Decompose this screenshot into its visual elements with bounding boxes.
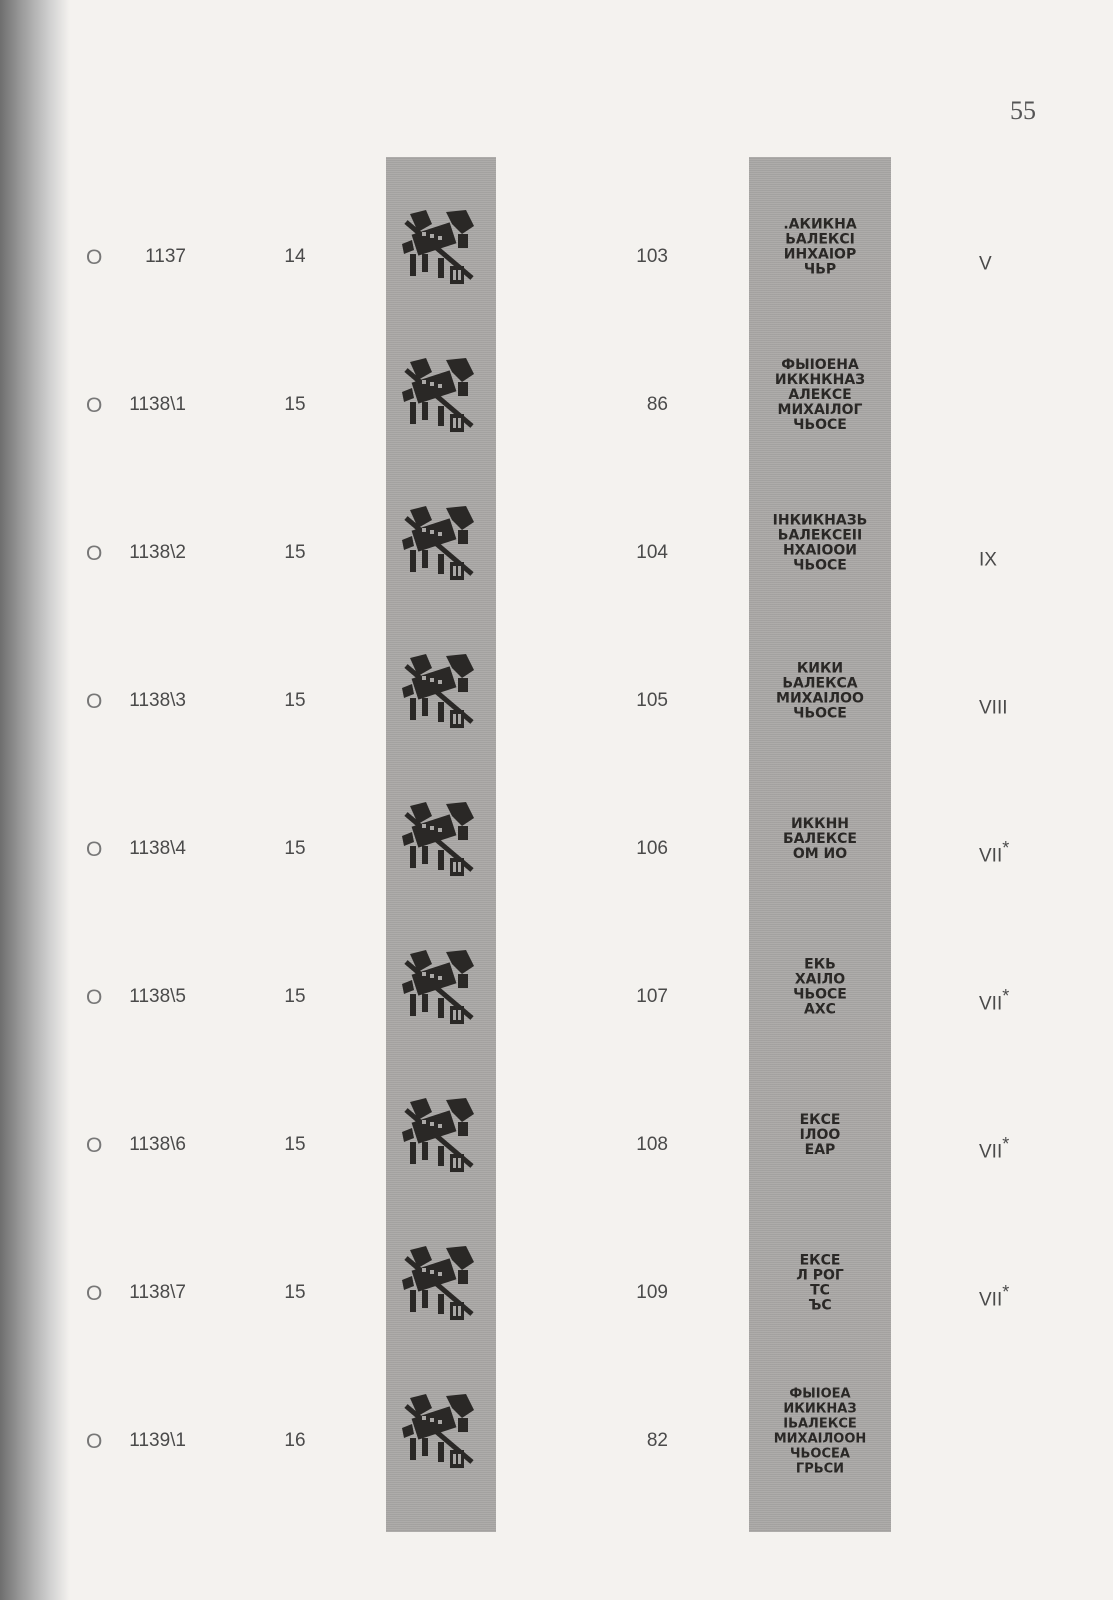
type-number: 15 [284,1134,306,1155]
group-label: VII* [979,838,1010,867]
reference-number: 105 [636,690,668,711]
legend-line: ЕКСЕ [799,1252,841,1269]
group-label: VII* [979,986,1010,1015]
reference-number: 108 [636,1134,668,1155]
legend-line: МИХАІЛООН [773,1431,867,1447]
type-number: 15 [284,690,306,711]
catalog-number: 1138\7 [129,1282,186,1303]
legend-line: ЬАЛЕКСА [782,675,858,692]
legend-line: ТС [810,1282,830,1299]
entry-mark: O [86,838,103,861]
legend-line: ГРЬСИ [795,1461,845,1477]
legend-line: ИКИКНАЗ [783,1401,857,1417]
type-number: 15 [284,838,306,859]
legend-line: ИНХАІОР [783,246,857,263]
catalog-number: 1138\3 [129,690,186,711]
legend-line: ЕКСЕ [799,1112,841,1128]
reverse-legend-image [760,339,880,449]
type-number: 16 [284,1430,306,1451]
legend-line: КИКИ [796,660,844,677]
catalog-number: 1137 [145,246,186,267]
legend-line: ЬАЛЕКСІ [785,231,855,248]
reverse-legend-image [760,635,880,745]
obverse-rider-image [396,1388,486,1478]
obverse-rider-image [396,1092,486,1182]
legend-line: ЧЬОСЕ [793,417,847,433]
legend-line: ФЫІОЕА [789,1386,851,1402]
type-number: 15 [284,986,306,1007]
reverse-legend-image [760,487,880,597]
catalog-entry [0,216,1113,366]
legend-line: ІНКИКНАЗЬ [772,512,868,529]
legend-line: ЪС [808,1297,832,1314]
group-label: VII* [979,1134,1010,1163]
legend-line: ЧЬОСЕА [790,1446,850,1462]
entry-mark: O [86,1430,103,1453]
legend-line: ЬАЛЕКСЕІІ [777,527,863,544]
legend-line: ОМ ИО [792,846,848,862]
type-number: 14 [284,246,306,267]
entry-mark: O [86,542,103,565]
catalog-entry [0,956,1113,1106]
group-label: VII* [979,1282,1010,1311]
reverse-legend-image [760,1375,880,1485]
legend-line: ИККНКНАЗ [774,372,866,388]
entry-mark: O [86,690,103,713]
catalog-entry [0,357,1113,514]
reference-number: 109 [636,1282,668,1303]
catalog-number: 1138\2 [129,542,186,563]
legend-line: ФЫІОЕНА [781,357,859,373]
reverse-legend-image [760,1227,880,1337]
catalog-number: 1138\6 [129,1134,186,1155]
legend-line: ЕКЬ [804,956,836,973]
reverse-legend-image [760,1079,880,1189]
reverse-legend-image [760,783,880,893]
legend-line: ИККНН [790,816,850,832]
group-label: VIII [979,697,1008,719]
legend-line: ЧЬР [803,261,837,278]
entry-mark: O [86,246,103,269]
legend-line: ЕАР [804,1142,836,1158]
entry-mark: O [86,1282,103,1305]
reference-number: 86 [646,394,668,415]
obverse-rider-image [396,352,486,442]
entry-mark: O [86,1134,103,1157]
legend-line: ІЛОО [799,1127,841,1143]
obverse-rider-image [396,648,486,738]
reference-number: 107 [636,986,668,1007]
legend-line: ЧЬОСЕ [793,986,847,1003]
group-label: V [979,253,992,275]
catalog-number: 1138\4 [129,838,186,859]
reference-number: 106 [636,838,668,859]
catalog-entry [0,1112,1113,1254]
reference-number: 104 [636,542,668,563]
type-number: 15 [284,394,306,415]
legend-line: ЧЬОСЕ [793,705,847,722]
catalog-entry [0,512,1113,662]
legend-line: ЧЬОСЕ [793,557,847,574]
entry-mark: O [86,986,103,1009]
legend-line: ІЬАЛЕКСЕ [783,1416,857,1432]
catalog-entry [0,1386,1113,1550]
group-label: IX [979,549,997,571]
catalog-number: 1138\1 [129,394,186,415]
legend-line: АЛЕКСЕ [788,387,852,403]
catalog-entry [0,660,1113,810]
type-number: 15 [284,542,306,563]
obverse-rider-image [396,204,486,294]
catalog-entry [0,816,1113,958]
catalog-number: 1138\5 [129,986,186,1007]
obverse-rider-image [396,796,486,886]
catalog-entry [0,1252,1113,1402]
legend-line: НХАІООИ [782,542,858,559]
reverse-legend-image [760,931,880,1041]
legend-line: Л РОГ [796,1267,844,1284]
reference-number: 82 [646,1430,668,1451]
obverse-rider-image [396,1240,486,1330]
page-number: 55 [1010,96,1036,125]
legend-line: ХАІЛО [794,971,846,988]
reverse-legend-image [760,191,880,301]
obverse-rider-image [396,500,486,590]
catalog-number: 1139\1 [129,1430,186,1451]
type-number: 15 [284,1282,306,1303]
legend-line: .АКИКНА [783,216,857,233]
legend-line: БАЛЕКСЕ [783,831,857,847]
entry-mark: O [86,394,103,417]
obverse-rider-image [396,944,486,1034]
reference-number: 103 [636,246,668,267]
legend-line: МИХАІЛОГ [777,402,863,418]
legend-line: АХС [804,1001,836,1018]
legend-line: МИХАІЛОО [776,690,864,707]
